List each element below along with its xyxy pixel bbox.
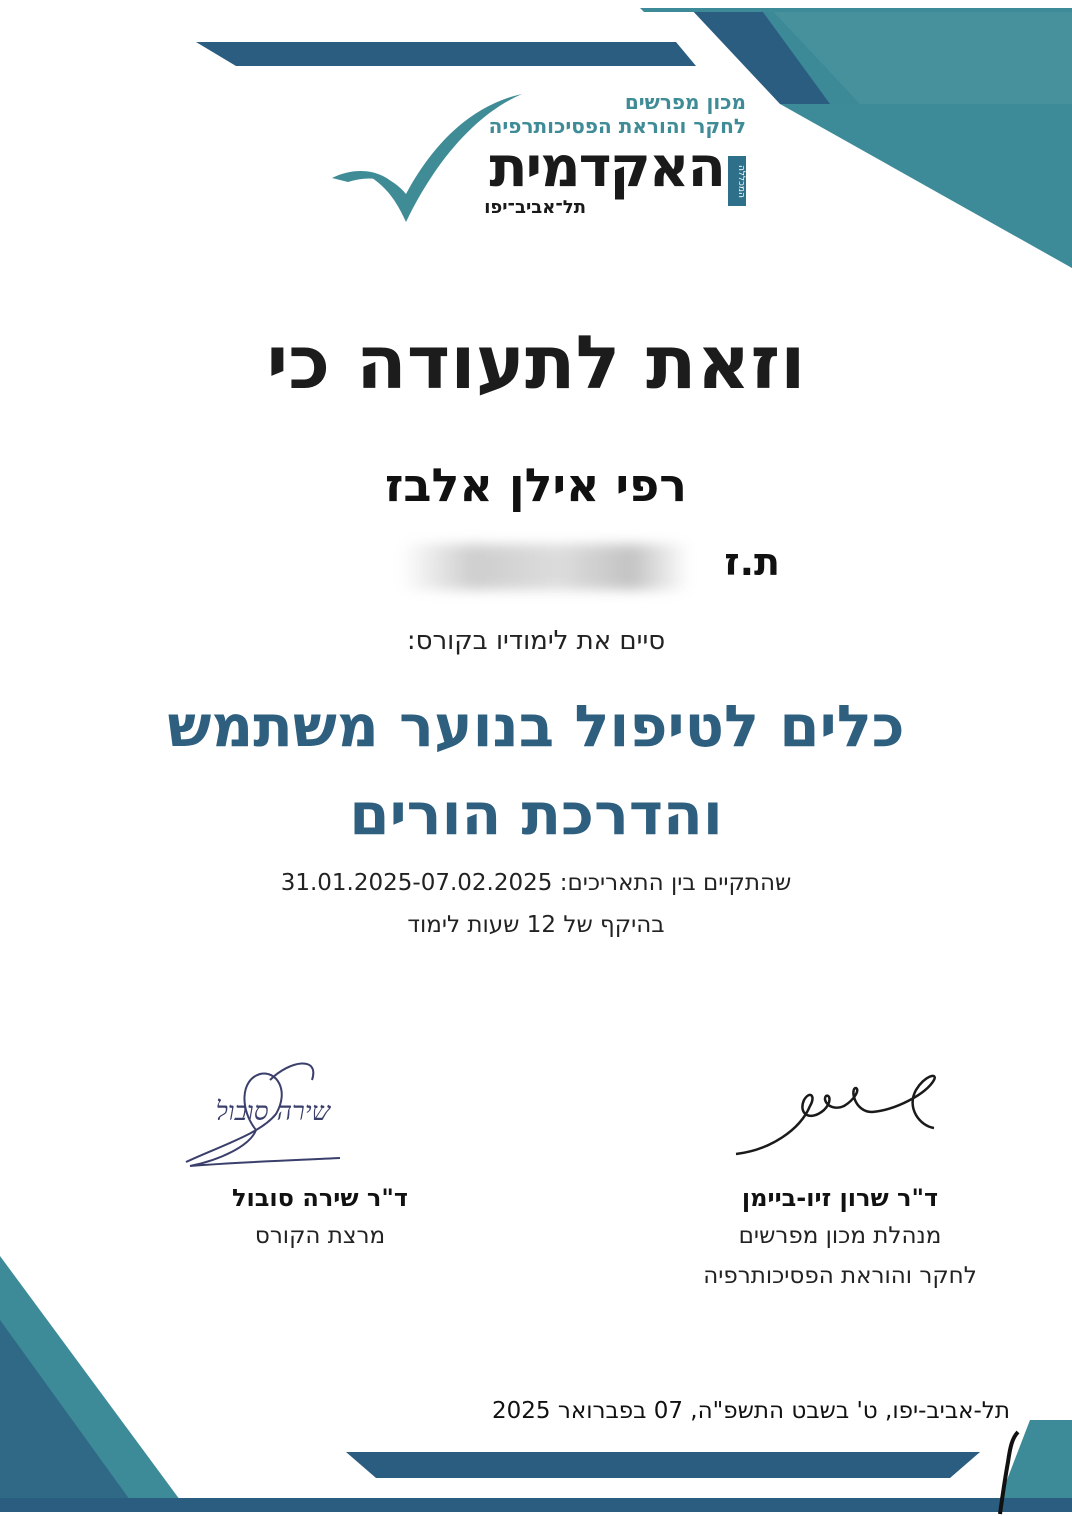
redacted-id-number bbox=[400, 544, 690, 590]
left-handwritten-signature bbox=[180, 1050, 440, 1170]
logo-main-word: האקדמית bbox=[489, 135, 724, 200]
signature-script-text: שירה סובול bbox=[215, 1097, 330, 1127]
completed-text: סיים את לימודיו בקורס: bbox=[406, 626, 666, 656]
pen-stroke-mark bbox=[990, 1428, 1030, 1516]
right-signatory-role-1: מנהלת מכון מפרשים bbox=[738, 1223, 942, 1249]
logo-text bbox=[484, 90, 746, 218]
logo-tag: המכללה bbox=[728, 156, 746, 206]
top-stripe-dark bbox=[196, 42, 696, 66]
left-signatory-name: ד"ר שירה סובול bbox=[232, 1184, 408, 1212]
course-name-line-2: והדרכת הורים bbox=[349, 780, 723, 848]
bottom-edge-stripe bbox=[0, 1498, 1072, 1512]
right-signatory bbox=[660, 1180, 1020, 1296]
course-hours: בהיקף של 12 שעות לימוד bbox=[407, 912, 665, 938]
institution-logo bbox=[326, 90, 746, 230]
footer-place-date: תל-אביב-יפו, ט' בשבט התשפ"ה, 07 בפברואר 2025 bbox=[491, 1398, 1010, 1424]
right-handwritten-signature bbox=[730, 1060, 950, 1170]
left-signatory bbox=[170, 1180, 470, 1256]
course-dates: שהתקיים בין התאריכים: 31.01.2025-07.02.2025 bbox=[280, 870, 792, 896]
left-signatory-role: מרצת הקורס bbox=[254, 1223, 386, 1249]
id-number-row bbox=[400, 540, 790, 596]
right-signatory-name: ד"ר שרון זיו-ביימן bbox=[741, 1184, 939, 1212]
logo-line-2: לחקר והוראת הפסיכותרפיה bbox=[488, 114, 746, 138]
logo-line-1: מכון מפרשים bbox=[624, 90, 746, 114]
right-signatory-role-2: לחקר והוראת הפסיכותרפיה bbox=[703, 1263, 977, 1289]
id-label: ת.ז bbox=[724, 540, 780, 584]
recipient-name: רפי אילן אלבז bbox=[385, 458, 687, 512]
course-name-line-1: כלים לטיפול בנוער משתמש bbox=[167, 692, 905, 760]
certificate-title: וזאת לתעודה כי bbox=[266, 320, 806, 406]
top-right-wedge bbox=[780, 104, 1072, 268]
bottom-stripe-dark bbox=[346, 1452, 980, 1478]
logo-city: תל־אביב־יפו bbox=[484, 197, 586, 218]
